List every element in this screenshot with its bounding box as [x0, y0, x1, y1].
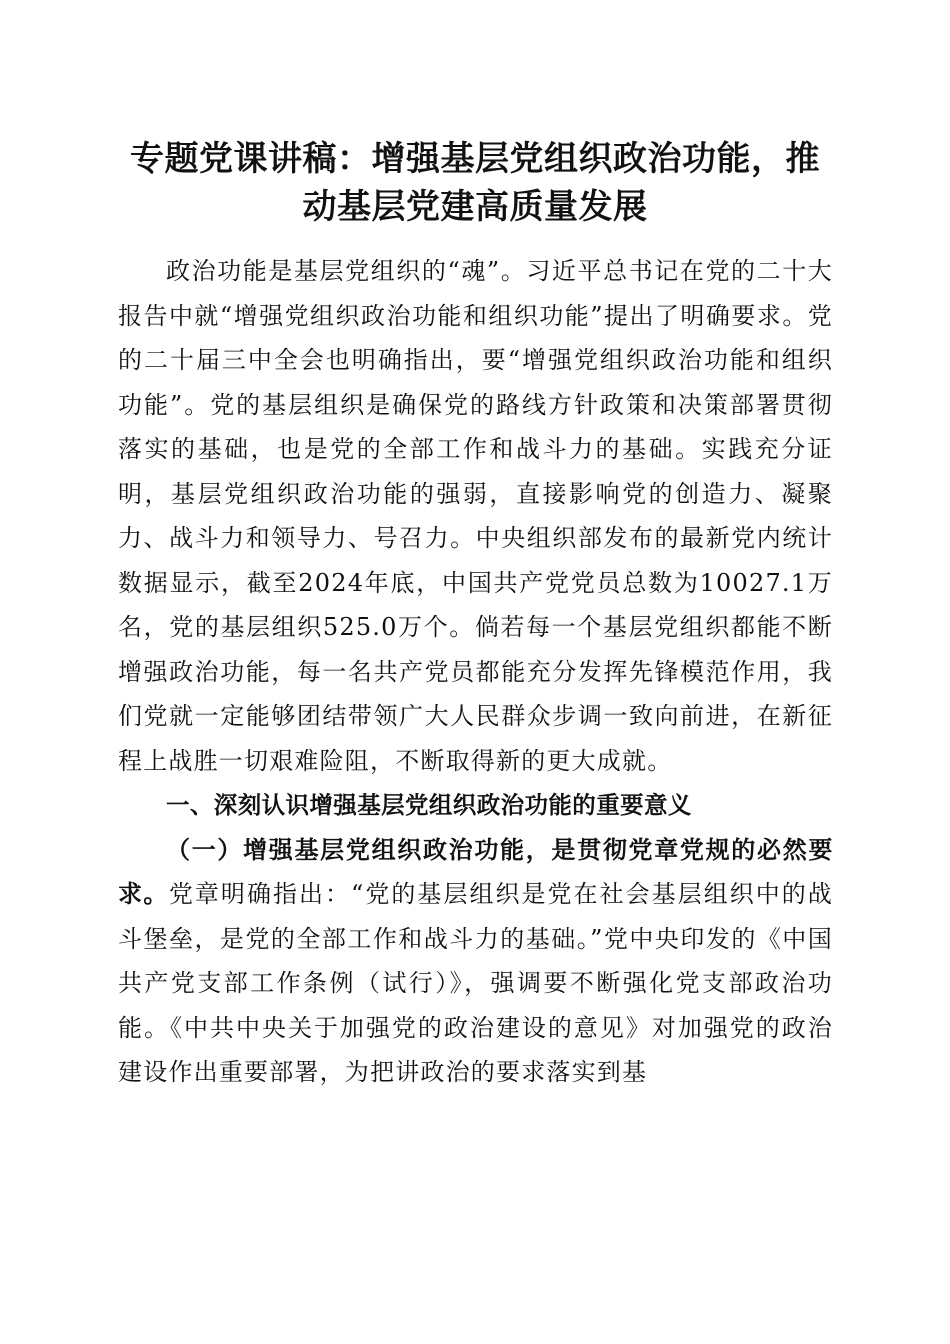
subsection-1-lead: （一）增强基层党组织政治功能，是贯彻党章党规的必然要求。 [118, 835, 833, 908]
document-title [100, 135, 850, 231]
title-line-1: 专题党课讲稿：增强基层党组织政治功能，推 [130, 139, 820, 179]
intro-paragraph: 政治功能是基层党组织的“魂”。习近平总书记在党的二十大报告中就“增强党组织政治功能和组织功能”提出了明确要求。党的二十届三中全会也明确指出，要“增强党组织政治功能和组织功能”。党的基层组织是确保党的路线方针政策和决策部署贯彻落实的基础，也是党的全部工作和战斗力的基础。实践充分证明，基层党组织政治功能的强弱，直接影响党的创造力、凝聚力、战斗力和领导力、号召力。中央组织部发布的最新党内统计数据显示，截至2024年底，中国共产党党员总数为10027.1万名，党的基层组织525.0万个。倘若每一个基层党组织都能不断增强政治功能，每一名共产党员都能充分发挥先锋模范作用，我们党就一定能够团结带领广大人民群众步调一致向前进，在新征程上战胜一切艰难险阻，不断取得新的更大成就。 [118, 257, 833, 775]
title-line-2: 动基层党建高质量发展 [302, 187, 648, 227]
subsection-1-paragraph [118, 828, 833, 1095]
document-body [118, 249, 833, 1095]
section-1-heading: 一、深刻认识增强基层党组织政治功能的重要意义 [166, 791, 692, 819]
subsection-1-body: 党章明确指出：“党的基层组织是党在社会基层组织中的战斗堡垒，是党的全部工作和战斗力的基础。”党中央印发的《中国共产党支部工作条例（试行）》，强调要不断强化党支部政治功能。《中共中央关于加强党的政治建设的意见》对加强党的政治建设作出重要部署，为把讲政治的要求落实到基 [118, 880, 834, 1086]
